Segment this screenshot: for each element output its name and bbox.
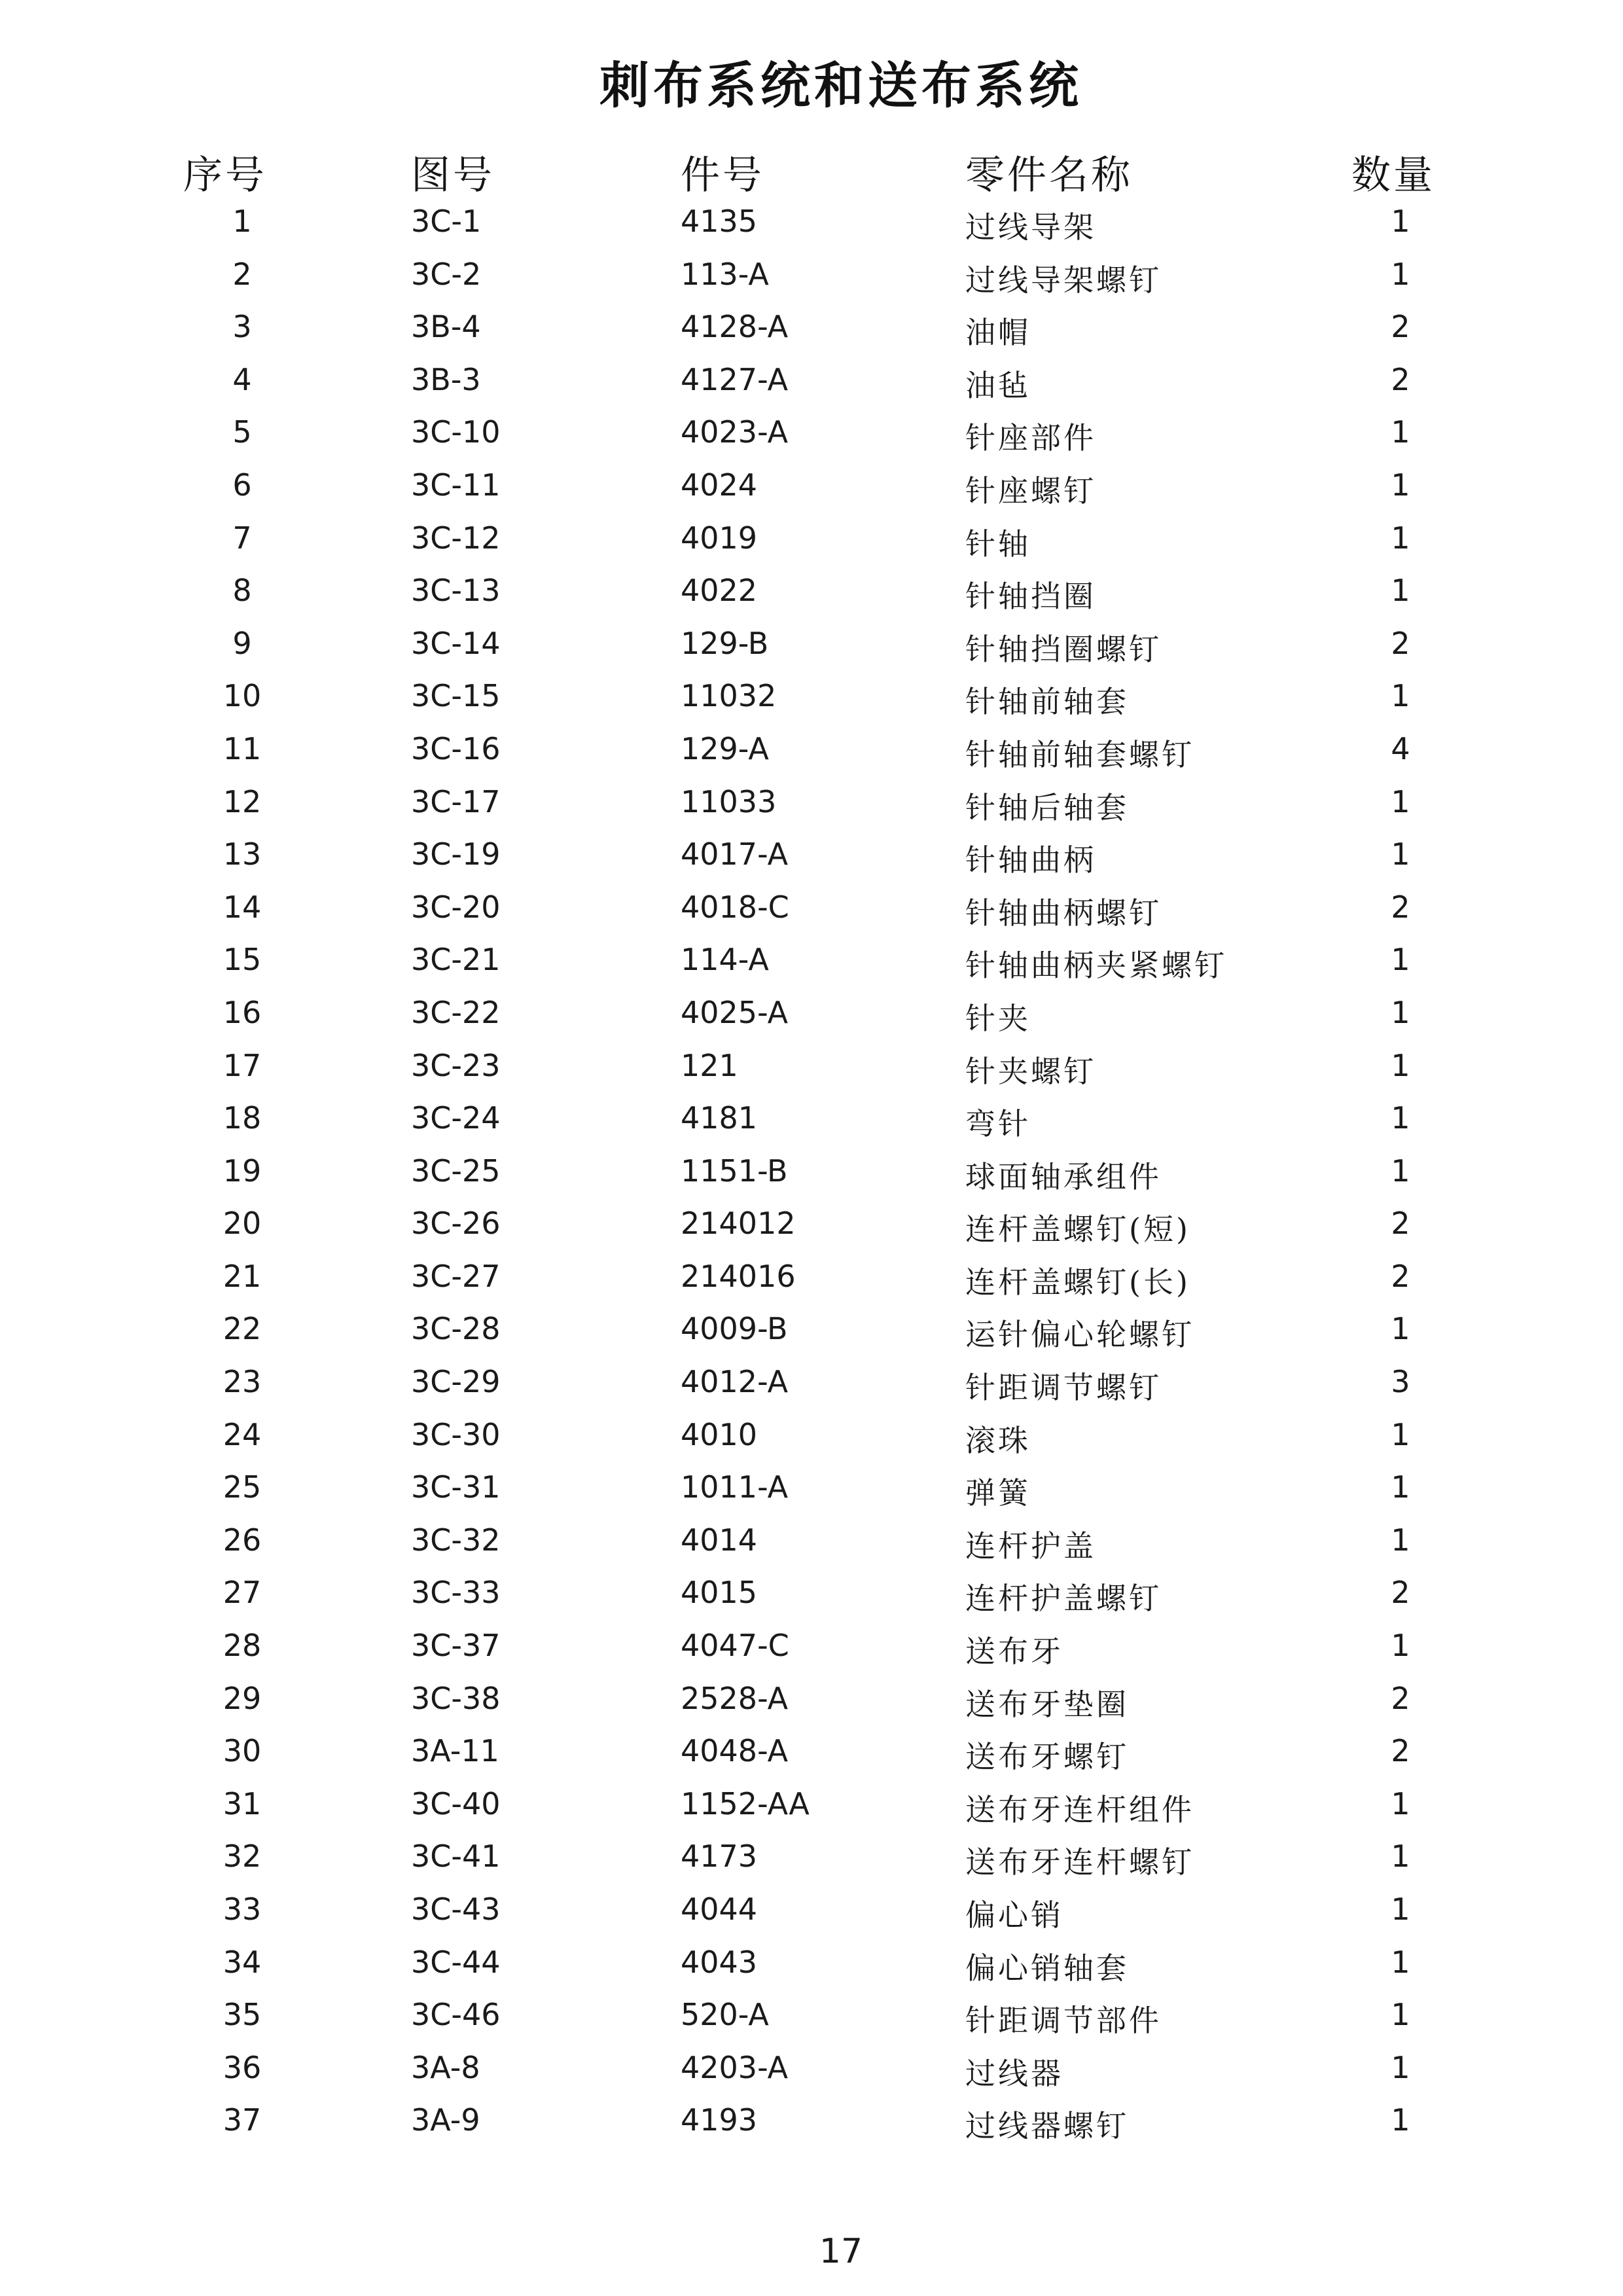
cell-name: 针距调节螺钉: [965, 1370, 1162, 1406]
cell-part: 4018-C: [681, 889, 789, 925]
cell-part: 2528-A: [681, 1680, 789, 1716]
cell-figure: 3C-14: [411, 625, 501, 661]
cell-figure: 3A-8: [411, 2049, 480, 2085]
cell-seq: 25: [223, 1469, 262, 1505]
cell-qty: 1: [1391, 1047, 1410, 1083]
cell-part: 1151-B: [681, 1153, 788, 1189]
cell-seq: 27: [223, 1575, 262, 1611]
cell-name: 送布牙连杆组件: [965, 1791, 1194, 1827]
cell-figure: 3C-40: [411, 1785, 501, 1821]
table-row: [0, 937, 1623, 990]
cell-qty: 1: [1391, 678, 1410, 714]
cell-figure: 3B-4: [411, 309, 481, 345]
cell-seq: 7: [232, 520, 252, 556]
cell-name: 针夹: [965, 1000, 1031, 1036]
cell-qty: 1: [1391, 1839, 1410, 1874]
cell-qty: 1: [1391, 2102, 1410, 2138]
cell-figure: 3C-2: [411, 256, 482, 292]
cell-qty: 4: [1391, 730, 1410, 766]
cell-name: 送布牙螺钉: [965, 1739, 1129, 1775]
cell-qty: 1: [1391, 573, 1410, 609]
cell-qty: 2: [1391, 625, 1410, 661]
cell-seq: 28: [223, 1628, 262, 1664]
table-row: [0, 1359, 1623, 1412]
cell-name: 偏心销轴套: [965, 1950, 1129, 1986]
cell-part: 4203-A: [681, 2049, 789, 2085]
cell-part: 4135: [681, 204, 758, 239]
cell-seq: 10: [223, 678, 262, 714]
table-row: [0, 1886, 1623, 1939]
cell-name: 针轴曲柄螺钉: [965, 895, 1162, 931]
cell-qty: 1: [1391, 1469, 1410, 1505]
cell-part: 11033: [681, 783, 777, 819]
cell-seq: 5: [232, 414, 252, 450]
cell-figure: 3C-13: [411, 573, 501, 609]
cell-name: 针轴前轴套: [965, 684, 1129, 720]
cell-qty: 1: [1391, 783, 1410, 819]
cell-seq: 9: [232, 625, 252, 661]
cell-name: 送布牙连杆螺钉: [965, 1844, 1194, 1880]
cell-part: 1152-AA: [681, 1785, 810, 1821]
cell-name: 连杆护盖螺钉: [965, 1581, 1162, 1617]
cell-seq: 19: [223, 1153, 262, 1189]
cell-name: 针轴曲柄夹紧螺钉: [965, 948, 1227, 984]
cell-name: 弯针: [965, 1106, 1031, 1142]
cell-part: 4025-A: [681, 994, 789, 1030]
cell-qty: 1: [1391, 256, 1410, 292]
cell-name: 针轴挡圈螺钉: [965, 631, 1162, 667]
cell-name: 过线导架: [965, 209, 1096, 245]
cell-part: 4128-A: [681, 309, 789, 345]
cell-seq: 34: [223, 1944, 262, 1980]
cell-part: 4127-A: [681, 361, 789, 397]
cell-qty: 2: [1391, 1733, 1410, 1769]
cell-figure: 3C-15: [411, 678, 501, 714]
table-row: [0, 1095, 1623, 1148]
cell-name: 针距调节部件: [965, 2003, 1162, 2039]
cell-figure: 3C-31: [411, 1469, 501, 1505]
cell-seq: 4: [232, 361, 252, 397]
page-number: 17: [819, 2232, 863, 2271]
cell-part: 4017-A: [681, 836, 789, 872]
cell-seq: 6: [232, 467, 252, 503]
table-row: [0, 884, 1623, 937]
cell-seq: 2: [232, 256, 252, 292]
header-seq: 序号: [183, 152, 267, 198]
cell-seq: 21: [223, 1258, 262, 1294]
cell-seq: 36: [223, 2049, 262, 2085]
cell-figure: 3C-37: [411, 1628, 501, 1664]
table-row: [0, 1939, 1623, 1992]
cell-seq: 8: [232, 573, 252, 609]
cell-figure: 3C-20: [411, 889, 501, 925]
cell-figure: 3C-30: [411, 1416, 501, 1452]
cell-name: 运针偏心轮螺钉: [965, 1317, 1194, 1353]
cell-name: 针轴后轴套: [965, 789, 1129, 825]
cell-qty: 1: [1391, 204, 1410, 239]
cell-figure: 3C-12: [411, 520, 501, 556]
cell-part: 214012: [681, 1206, 796, 1242]
cell-figure: 3C-25: [411, 1153, 501, 1189]
cell-figure: 3C-1: [411, 204, 482, 239]
cell-name: 油毡: [965, 367, 1031, 403]
cell-part: 4010: [681, 1416, 758, 1452]
cell-qty: 2: [1391, 1575, 1410, 1611]
cell-figure: 3C-26: [411, 1206, 501, 1242]
cell-figure: 3C-24: [411, 1100, 501, 1136]
cell-figure: 3C-16: [411, 730, 501, 766]
cell-figure: 3C-21: [411, 942, 501, 978]
cell-name: 过线器螺钉: [965, 2108, 1129, 2144]
cell-qty: 1: [1391, 1416, 1410, 1452]
cell-qty: 1: [1391, 994, 1410, 1030]
cell-qty: 2: [1391, 1258, 1410, 1294]
table-row: [0, 1570, 1623, 1623]
cell-seq: 30: [223, 1733, 262, 1769]
cell-qty: 2: [1391, 889, 1410, 925]
cell-seq: 37: [223, 2102, 262, 2138]
cell-part: 4022: [681, 573, 758, 609]
cell-seq: 1: [232, 204, 252, 239]
table-row: [0, 1148, 1623, 1201]
table-row: [0, 1728, 1623, 1781]
cell-name: 过线器: [965, 2055, 1063, 2091]
cell-qty: 1: [1391, 1944, 1410, 1980]
cell-part: 214016: [681, 1258, 796, 1294]
cell-qty: 1: [1391, 942, 1410, 978]
table-row: [0, 673, 1623, 726]
cell-qty: 1: [1391, 1153, 1410, 1189]
header-figure: 图号: [411, 152, 495, 198]
cell-figure: 3C-44: [411, 1944, 501, 1980]
cell-qty: 1: [1391, 467, 1410, 503]
cell-figure: 3A-9: [411, 2102, 480, 2138]
table-row: [0, 620, 1623, 673]
cell-name: 弹簧: [965, 1475, 1031, 1511]
cell-seq: 23: [223, 1364, 262, 1400]
cell-part: 4181: [681, 1100, 758, 1136]
table-row: [0, 1517, 1623, 1570]
cell-qty: 2: [1391, 1206, 1410, 1242]
cell-figure: 3C-43: [411, 1892, 501, 1927]
cell-name: 针轴挡圈: [965, 579, 1096, 615]
cell-part: 1011-A: [681, 1469, 789, 1505]
cell-qty: 1: [1391, 1892, 1410, 1927]
cell-seq: 20: [223, 1206, 262, 1242]
cell-seq: 14: [223, 889, 262, 925]
cell-figure: 3C-27: [411, 1258, 501, 1294]
cell-figure: 3C-11: [411, 467, 501, 503]
table-header: [0, 144, 1623, 203]
cell-qty: 1: [1391, 1100, 1410, 1136]
cell-figure: 3B-3: [411, 361, 481, 397]
cell-seq: 15: [223, 942, 262, 978]
cell-figure: 3C-22: [411, 994, 501, 1030]
cell-part: 129-A: [681, 730, 769, 766]
cell-qty: 3: [1391, 1364, 1410, 1400]
cell-part: 129-B: [681, 625, 769, 661]
cell-part: 4009-B: [681, 1311, 788, 1347]
cell-seq: 12: [223, 783, 262, 819]
cell-qty: 1: [1391, 520, 1410, 556]
table-row: [0, 1676, 1623, 1729]
cell-seq: 16: [223, 994, 262, 1030]
cell-name: 针轴: [965, 526, 1031, 562]
cell-qty: 2: [1391, 361, 1410, 397]
cell-qty: 1: [1391, 1522, 1410, 1558]
cell-part: 4043: [681, 1944, 758, 1980]
cell-seq: 22: [223, 1311, 262, 1347]
cell-figure: 3C-10: [411, 414, 501, 450]
cell-seq: 17: [223, 1047, 262, 1083]
cell-figure: 3C-32: [411, 1522, 501, 1558]
table-row: [0, 251, 1623, 304]
table-row: [0, 779, 1623, 832]
table-row: [0, 2097, 1623, 2150]
cell-part: 4047-C: [681, 1628, 789, 1664]
cell-figure: 3C-23: [411, 1047, 501, 1083]
cell-figure: 3C-33: [411, 1575, 501, 1611]
cell-name: 球面轴承组件: [965, 1158, 1162, 1194]
cell-seq: 13: [223, 836, 262, 872]
cell-qty: 1: [1391, 414, 1410, 450]
cell-part: 520-A: [681, 1997, 769, 2033]
table-row: [0, 567, 1623, 620]
table-row: [0, 1623, 1623, 1676]
table-row: [0, 726, 1623, 779]
cell-seq: 26: [223, 1522, 262, 1558]
table-row: [0, 990, 1623, 1043]
cell-part: 4044: [681, 1892, 758, 1927]
cell-qty: 1: [1391, 1997, 1410, 2033]
table-row: [0, 1043, 1623, 1096]
cell-name: 针轴曲柄: [965, 842, 1096, 878]
table-row: [0, 515, 1623, 568]
cell-part: 4019: [681, 520, 758, 556]
cell-qty: 2: [1391, 1680, 1410, 1716]
cell-part: 4193: [681, 2102, 758, 2138]
cell-qty: 1: [1391, 1785, 1410, 1821]
header-name: 零件名称: [965, 152, 1133, 198]
header-part: 件号: [681, 152, 764, 198]
table-row: [0, 1464, 1623, 1517]
cell-figure: 3C-41: [411, 1839, 501, 1874]
cell-figure: 3C-38: [411, 1680, 501, 1716]
cell-part: 11032: [681, 678, 777, 714]
table-row: [0, 1992, 1623, 2045]
cell-seq: 11: [223, 730, 262, 766]
header-qty: 数量: [1351, 152, 1435, 198]
cell-seq: 3: [232, 309, 252, 345]
cell-figure: 3C-29: [411, 1364, 501, 1400]
cell-part: 4015: [681, 1575, 758, 1611]
cell-name: 送布牙垫圈: [965, 1686, 1129, 1722]
table-row: [0, 831, 1623, 884]
cell-part: 4173: [681, 1839, 758, 1874]
cell-figure: 3C-17: [411, 783, 501, 819]
cell-qty: 2: [1391, 309, 1410, 345]
cell-part: 113-A: [681, 256, 769, 292]
parts-table-body: [0, 198, 1623, 2150]
cell-name: 滚珠: [965, 1422, 1031, 1458]
cell-qty: 1: [1391, 836, 1410, 872]
cell-name: 油帽: [965, 315, 1031, 351]
table-row: [0, 1200, 1623, 1253]
cell-name: 偏心销: [965, 1897, 1063, 1933]
cell-seq: 32: [223, 1839, 262, 1874]
table-row: [0, 1833, 1623, 1886]
cell-name: 连杆护盖: [965, 1528, 1096, 1564]
cell-figure: 3C-28: [411, 1311, 501, 1347]
cell-name: 过线导架螺钉: [965, 262, 1162, 298]
cell-part: 4048-A: [681, 1733, 789, 1769]
cell-part: 121: [681, 1047, 738, 1083]
cell-name: 针座部件: [965, 420, 1096, 456]
cell-figure: 3C-19: [411, 836, 501, 872]
cell-figure: 3C-46: [411, 1997, 501, 2033]
cell-name: 送布牙: [965, 1634, 1063, 1670]
table-row: [0, 462, 1623, 515]
cell-name: 针夹螺钉: [965, 1053, 1096, 1089]
cell-part: 4012-A: [681, 1364, 789, 1400]
table-row: [0, 198, 1623, 251]
cell-part: 4024: [681, 467, 758, 503]
cell-seq: 24: [223, 1416, 262, 1452]
cell-name: 针座螺钉: [965, 473, 1096, 509]
cell-seq: 18: [223, 1100, 262, 1136]
cell-part: 4014: [681, 1522, 758, 1558]
cell-seq: 35: [223, 1997, 262, 2033]
cell-seq: 31: [223, 1785, 262, 1821]
cell-part: 114-A: [681, 942, 769, 978]
cell-qty: 1: [1391, 1628, 1410, 1664]
cell-seq: 33: [223, 1892, 262, 1927]
cell-name: 连杆盖螺钉(长): [965, 1264, 1190, 1300]
cell-part: 4023-A: [681, 414, 789, 450]
table-row: [0, 2045, 1623, 2098]
table-row: [0, 1253, 1623, 1306]
cell-qty: 1: [1391, 1311, 1410, 1347]
table-row: [0, 1412, 1623, 1465]
table-row: [0, 1306, 1623, 1359]
table-row: [0, 409, 1623, 462]
cell-qty: 1: [1391, 2049, 1410, 2085]
table-row: [0, 304, 1623, 357]
page-title: 刺布系统和送布系统: [599, 56, 1082, 115]
cell-name: 针轴前轴套螺钉: [965, 736, 1194, 772]
cell-figure: 3A-11: [411, 1733, 499, 1769]
cell-name: 连杆盖螺钉(短): [965, 1211, 1190, 1247]
cell-seq: 29: [223, 1680, 262, 1716]
table-row: [0, 1781, 1623, 1834]
table-row: [0, 357, 1623, 410]
